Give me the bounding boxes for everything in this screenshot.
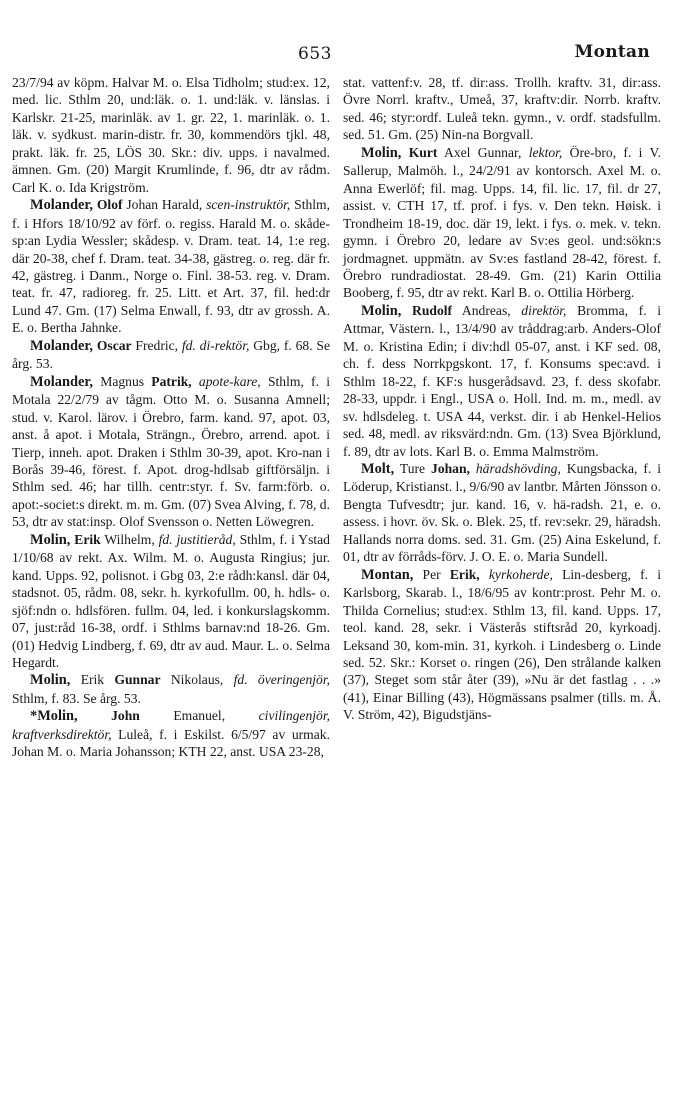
entry-text: Lin-desberg, f. i Karlsborg, Skarab. l., 18/6/95 av kontr:prost. Pehr M. o. Thilda Cornelius; stud:ex. Sthlm 13, fil. kand. Upps. 17, teol. kand. 28, sekr. i Västerås stiftsråd 20, kyrkoadj. Leksand 30, kom-min. 31, kyrkoh. i Lindesberg o. Linde sed. 52. Skr.: Korset o. ringen (26), Den strålande kalken (37), Steget som står åter (39), »Nu är det fastlag . . .» (41), Einar Billing (43), Högmässans psalmer (tills. m. Å. V. Ström, 42), Bigudstjäns-: [343, 566, 661, 723]
biography-entry: [343, 144, 661, 302]
entry-forenames: Andreas,: [452, 302, 522, 318]
biography-entry: [12, 671, 330, 707]
entry-title: lektor,: [528, 144, 563, 160]
entry-surname: Molin,: [30, 672, 71, 689]
entry-callname: Johan,: [431, 460, 470, 476]
entry-surname: Molander,: [30, 197, 94, 214]
entry-forenames: Per: [413, 566, 450, 582]
entry-surname: Molin,: [30, 531, 71, 548]
entry-forenames: Fredric,: [131, 337, 182, 353]
entry-forenames: Wilhelm,: [100, 531, 159, 547]
right-column: [343, 74, 661, 724]
entry-text: Sthlm, f. 83. Se årg. 53.: [12, 690, 141, 706]
entry-callname: Oscar: [96, 337, 132, 353]
left-column: [12, 74, 330, 761]
entry-text: Öre-bro, f. i V. Sallerup, Malmöh. l., 24/2/91 av kontorsch. Axel M. o. Anna Ewerlöf; fil. mag. Upps. 14, fil. lic. 17, fil. dr 27, assist. v. CTH 17, tf. prof. i fys. v. Den tekn. Høisk. i Trondheim 18-19, doc. där 19, lekt. i fys. o. mek. v. tekn. gymn. i Örebro 20, ledare av Sv:es geol. und:sökn:s jordmagnet. uppmätn. av Sv:es fastland 28-42, förest. f. Örebro rundradiostat. 28-49. Gm. (21) Karin Ottilia Booberg, f. 95, dtr av rekt. Karl B. o. Ottilia Hörberg.: [343, 144, 662, 301]
entry-callname: Erik: [74, 531, 101, 547]
biography-entry: [12, 337, 330, 373]
biography-entry: [343, 74, 661, 144]
entry-text: Sthlm, f. i Ystad 1/10/68 av rekt. Ax. Wilm. M. o. Augusta Ringius; jur. kand. Upps. 92, polisnot. i Gbg 03, 2:e rådh:kansl. där 04, stadsnot. 05, rådm. 08, sekr. h. kyrkofullm. 00, h. hdls- o. sjöf:ndn o. hdlsfören. fullm. 04, led. i konkurslagskomm. 07, just:råd 16-38, ordf. i Sthlms barnav:nd 18-26. Gm. (01) Hedvig Lindberg, f. 69, dtr av aud. Maur. L. o. Selma Hegardt.: [12, 531, 330, 670]
entry-text: Kungsbacka, f. i Löderup, Kristianst. l., 9/6/90 av lantbr. Mårten Jönsson o. Bengta Tufvesdtr; jur. kand. 16, v. hä-radsh. 21, e. o. assess. i hovr. öv. Sk. o. Blek. 25, tf. rev:sekr. 29, häradsh. Hallands norra doms. sed. 31. Gm. (25) Aina Eskelund, f. 01, dtr av förråds-förv. J. O. E. o. Maria Sundell.: [343, 460, 662, 565]
entry-surname: Molander,: [30, 337, 94, 354]
biography-entry: [343, 566, 661, 724]
entry-callname: Olof: [96, 197, 123, 213]
entry-text: Bromma, f. i Attmar, Västern. l., 13/4/90 av tråddrag:arb. Anders-Olof M. o. Kristina Edin; i div:hdl 05-07, anst. i KF sed. 08, ch. f. dess Norrkpgskont. 17, f. Konsums spec:avd. i Sthlm 18-22, f. KF:s husgerådsavd. 23, f. dess skofabr. 28-33, uppdr. i Engl., USA o. Holl. Ind. m. m., medl. av sv. hdlsdeleg. t. USA 44, verkst. dir. i ab Henkel-Helios sed. 48, medl. av riksvärd:ndn. Gm. (13) Svea Björklund, f. 89, dtr av lots. Karl B. o. Emma Malmström.: [343, 302, 661, 459]
biography-entry: [12, 74, 330, 196]
entry-callname: Rudolf: [412, 302, 453, 318]
entry-text: 23/7/94 av köpm. Halvar M. o. Elsa Tidholm; stud:ex. 12, med. lic. Sthlm 20, und:läk. o. 1. und:läk. v. länslas. i Karlskr. 21-25, marinläk. av 1. gr. 22, 1. marinläk. o. 1. läk. v. sydkust. marin-distr. fr. 30, kommendörs tjkl. 48, prakt. läk. fr. 25, LÖS 30. Skr.: div. upps. i navalmed. ämnen. Gm. (20) Margit Krumlinde, f. 96, dtr av rådm. Carl K. o. Ida Krigström.: [12, 75, 330, 195]
entry-forenames: Magnus: [93, 373, 152, 389]
entry-surname: *Molin,: [30, 708, 78, 725]
entry-forenames: Erik: [70, 672, 115, 688]
entry-text: Gbg, f. 68. Se årg. 53.: [12, 337, 330, 372]
page-number: 653: [298, 44, 332, 64]
entry-title: fd. justitieråd,: [158, 531, 236, 547]
biography-entry: [12, 196, 330, 337]
entry-title: häradshövding,: [469, 460, 561, 476]
entry-callname: Patrik,: [151, 373, 192, 389]
entry-text: Sthlm, f. i Hfors 18/10/92 av förf. o. regiss. Harald M. o. skåde-sp:an Lydia Wessler; skådesp. v. Dram. teat. 14, 1:e reg. där 20-38, chef f. Dram. teat. 34-38, gästreg. o. reg. där fr. 42, gästreg. i Danm., Norge o. Finl. 38-53. reg. v. Dram. teat. fr. 47, radioreg. fr. 25. Litt. et Art. 37, fil. hed:dr Lund 47. Gm. (17) Selma Enwall, f. 93, dtr av grossh. A. E. o. Bertha Jahnke.: [12, 197, 331, 336]
biography-entry: [343, 302, 661, 460]
entry-forenames: Axel Gunnar,: [437, 144, 529, 160]
entry-surname: Montan,: [361, 566, 414, 583]
entry-title: kyrkoherde,: [479, 566, 553, 582]
entry-title: apote-kare,: [191, 373, 261, 389]
biography-entry: [12, 373, 330, 531]
entry-text: Sthlm, f. i Motala 22/2/79 av tågm. Otto M. o. Susanna Amnell; stud. v. Karol. lärov. i Örebro, farm. kand. 97, apot. 03, anst. å apot. i Motala, Strängn., Örebro, arrend. apot. i Tierp, inneh. apot. Draken i Sthlm 30-39, apot. Kro-nan i Borås 39-46, förest. f. Apot. drog-hdlsab giftförsäljn. i Sthlm sed. 46; har tillh. centr:styr. f. Sv. farm:förb. o. apot:-societ:s direkt. m. m. Gm. (07) Svea Alving, f. 78, d. 53, dtr av stat:insp. Olof Svensson o. Netten Löwegren.: [12, 373, 330, 530]
entry-callname: Erik,: [449, 566, 480, 582]
entry-callname: John: [111, 708, 140, 724]
entry-surname: Molin,: [361, 302, 402, 319]
entry-surname: Molin,: [361, 144, 402, 161]
entry-title: fd. överingenjör,: [233, 672, 331, 688]
entry-callname: Gunnar: [114, 672, 161, 688]
entry-callname: Kurt: [408, 144, 438, 160]
entry-forenames: Ture: [394, 460, 432, 476]
entry-title: fd. di-rektör,: [181, 337, 250, 353]
entry-text: Luleå, f. i Eskilst. 6/5/97 av urmak. Johan M. o. Maria Johansson; KTH 22, anst. USA 23-28,: [12, 726, 330, 760]
entry-title: civilingenjör, kraftverksdirektör,: [12, 708, 330, 742]
entry-forenames: Emanuel,: [139, 708, 259, 724]
entry-forenames: Johan Harald,: [122, 197, 207, 213]
entry-forenames: Nikolaus,: [160, 672, 234, 688]
entry-text: stat. vattenf:v. 28, tf. dir:ass. Trollh. kraftv. 31, dir:ass. Övre Norrl. kraftv., Umeå, 37, kraftv:dir. Norrb. kraftv. sed. 46; styr:ordf. Luleå tekn. gymn., v. ordf. stadsfullm. sed. 51. Gm. (25) Nin-na Borgvall.: [343, 75, 661, 143]
entry-title: direktör,: [521, 302, 567, 318]
running-head: Montan: [574, 42, 650, 62]
biography-entry: [343, 460, 661, 566]
entry-surname: Molander,: [30, 373, 94, 390]
biography-entry: [12, 531, 330, 672]
entry-title: scen-instruktör,: [206, 197, 291, 213]
entry-surname: Molt,: [361, 460, 395, 477]
biography-entry: [12, 707, 330, 760]
